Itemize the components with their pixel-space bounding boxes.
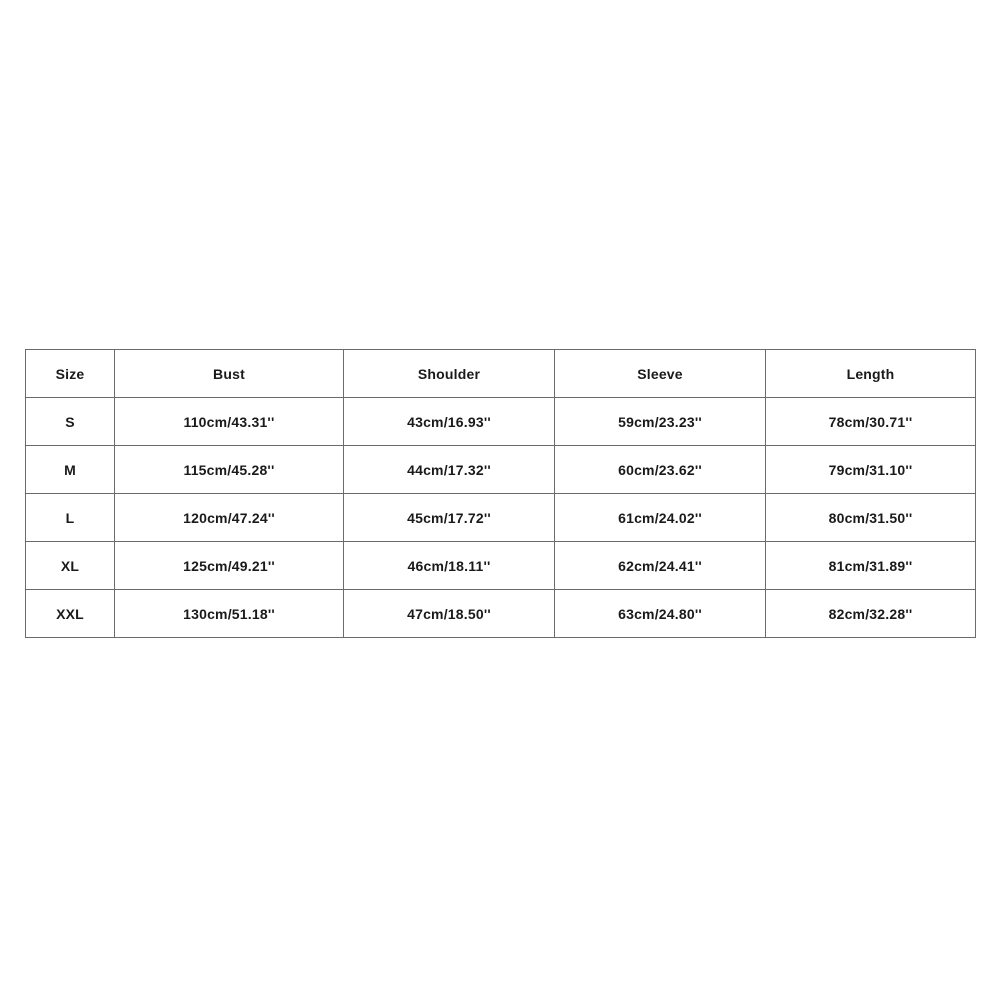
cell-sleeve: 59cm/23.23'' — [555, 398, 766, 446]
table-row — [26, 446, 976, 494]
cell-length: 79cm/31.10'' — [766, 446, 976, 494]
cell-length: 81cm/31.89'' — [766, 542, 976, 590]
header-sleeve: Sleeve — [555, 350, 766, 398]
cell-shoulder: 46cm/18.11'' — [344, 542, 555, 590]
table-row — [26, 542, 976, 590]
header-bust: Bust — [115, 350, 344, 398]
cell-shoulder: 45cm/17.72'' — [344, 494, 555, 542]
cell-bust: 125cm/49.21'' — [115, 542, 344, 590]
table-row — [26, 398, 976, 446]
cell-bust: 130cm/51.18'' — [115, 590, 344, 638]
cell-size: S — [26, 398, 115, 446]
cell-length: 78cm/30.71'' — [766, 398, 976, 446]
table-row — [26, 590, 976, 638]
table-header-row — [26, 350, 976, 398]
cell-sleeve: 63cm/24.80'' — [555, 590, 766, 638]
cell-size: XXL — [26, 590, 115, 638]
cell-size: L — [26, 494, 115, 542]
cell-bust: 110cm/43.31'' — [115, 398, 344, 446]
cell-sleeve: 62cm/24.41'' — [555, 542, 766, 590]
cell-size: XL — [26, 542, 115, 590]
cell-sleeve: 61cm/24.02'' — [555, 494, 766, 542]
cell-shoulder: 44cm/17.32'' — [344, 446, 555, 494]
cell-shoulder: 47cm/18.50'' — [344, 590, 555, 638]
header-length: Length — [766, 350, 976, 398]
cell-length: 80cm/31.50'' — [766, 494, 976, 542]
header-size: Size — [26, 350, 115, 398]
size-chart-table — [25, 349, 976, 638]
cell-length: 82cm/32.28'' — [766, 590, 976, 638]
header-shoulder: Shoulder — [344, 350, 555, 398]
cell-bust: 115cm/45.28'' — [115, 446, 344, 494]
cell-shoulder: 43cm/16.93'' — [344, 398, 555, 446]
cell-sleeve: 60cm/23.62'' — [555, 446, 766, 494]
cell-bust: 120cm/47.24'' — [115, 494, 344, 542]
table-row — [26, 494, 976, 542]
cell-size: M — [26, 446, 115, 494]
